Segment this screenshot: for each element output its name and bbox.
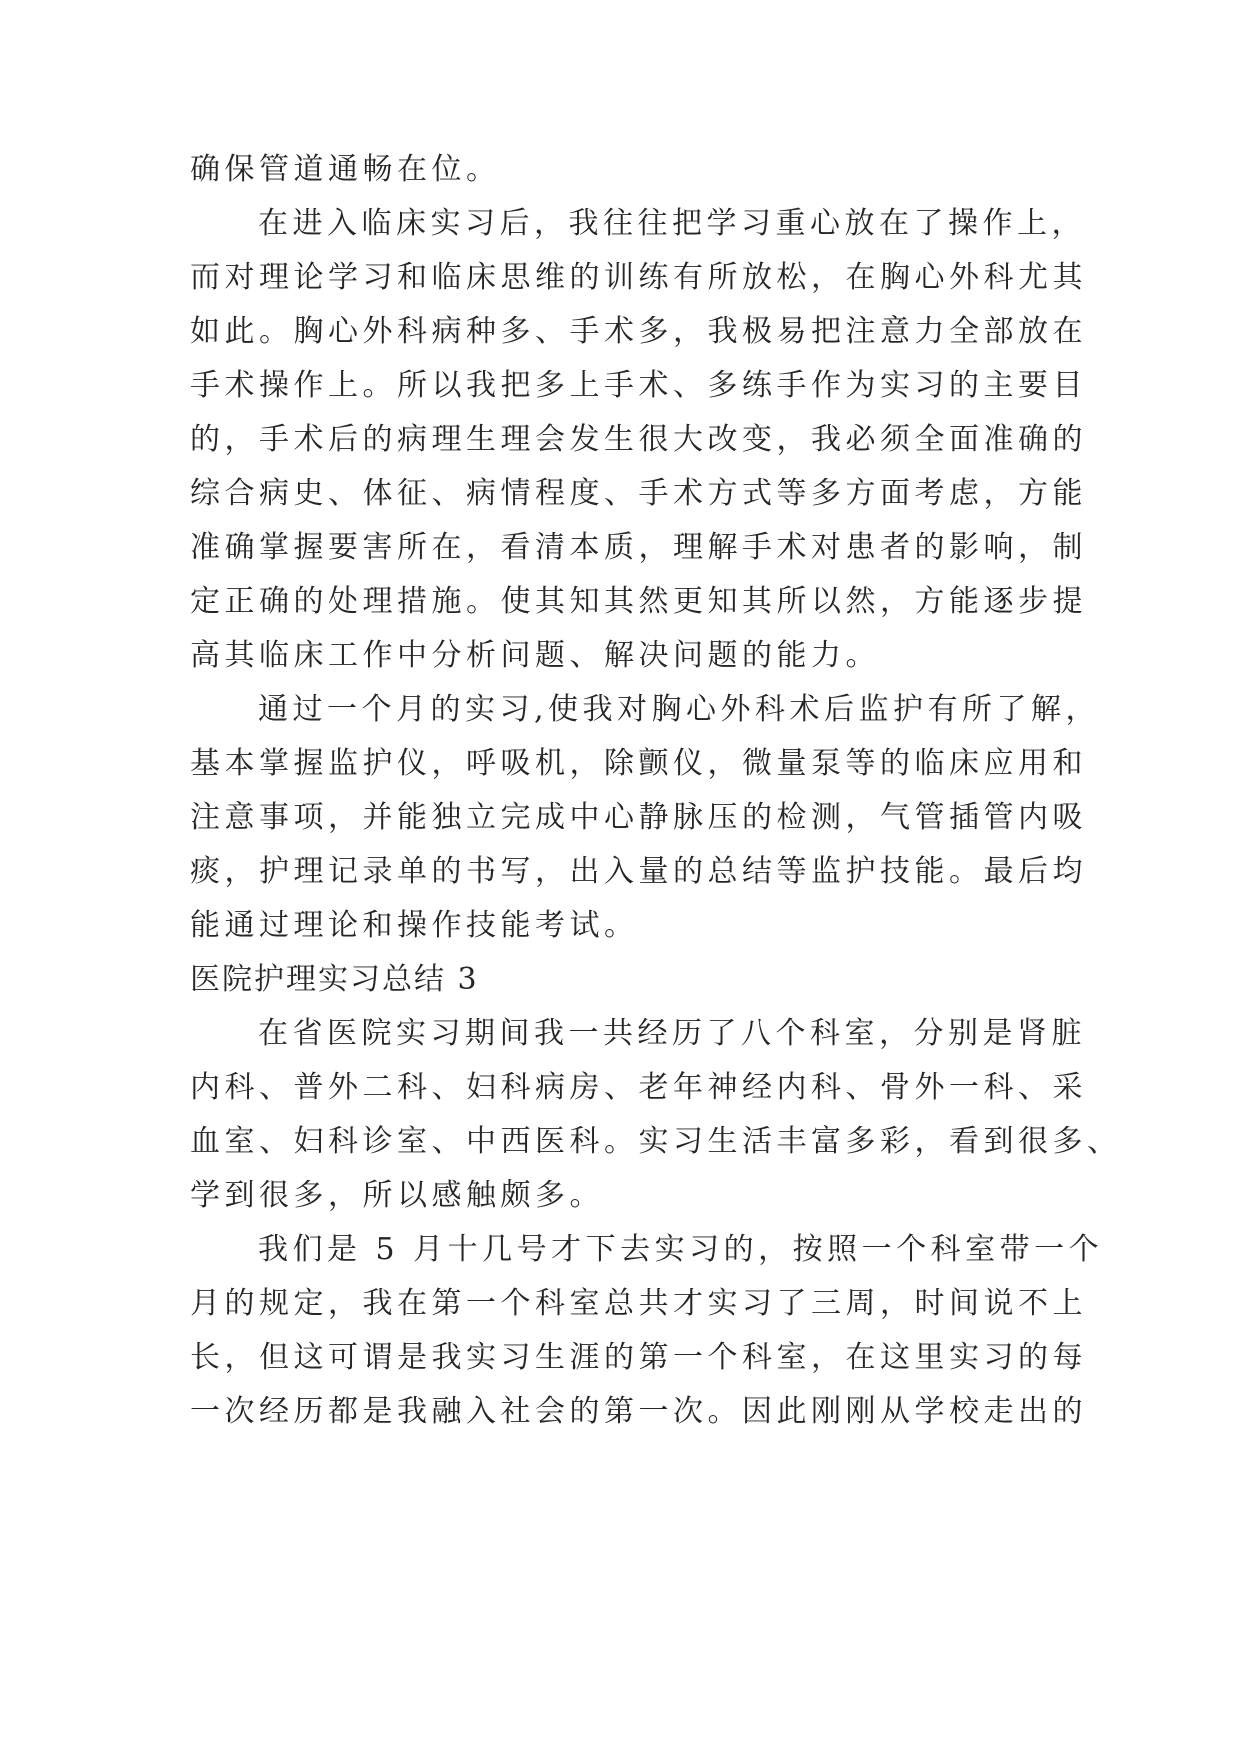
text-line: 注意事项，并能独立完成中心静脉压的检测，气管插管内吸	[190, 800, 1087, 835]
text-line: 高其临床工作中分析问题、解决问题的能力。	[190, 638, 880, 673]
text-line: 一次经历都是我融入社会的第一次。因此刚刚从学校走出的	[190, 1394, 1087, 1429]
text-line: 痰，护理记录单的书写，出入量的总结等监护技能。最后均	[190, 854, 1087, 889]
text-line: 确保管道通畅在位。	[190, 152, 501, 187]
text-line: 内科、普外二科、妇科病房、老年神经内科、骨外一科、采	[190, 1070, 1087, 1105]
section-heading: 医院护理实习总结 3	[190, 962, 479, 997]
text-line: 长，但这可谓是我实习生涯的第一个科室，在这里实习的每	[190, 1340, 1087, 1375]
text-line: 月的规定，我在第一个科室总共才实习了三周，时间说不上	[190, 1286, 1087, 1321]
text-line: 定正确的处理措施。使其知其然更知其所以然，方能逐步提	[190, 584, 1087, 619]
text-line: 如此。胸心外科病种多、手术多，我极易把注意力全部放在	[190, 314, 1087, 349]
paragraph-first-line: 在进入临床实习后，我往往把学习重心放在了操作上，	[258, 206, 1086, 241]
text-line: 基本掌握监护仪，呼吸机，除颤仪，微量泵等的临床应用和	[190, 746, 1087, 781]
text-line: 综合病史、体征、病情程度、手术方式等多方面考虑，方能	[190, 476, 1087, 511]
paragraph-first-line: 通过一个月的实习,使我对胸心外科术后监护有所了解，	[258, 692, 1101, 727]
text-line: 手术操作上。所以我把多上手术、多练手作为实习的主要目	[190, 368, 1087, 403]
paragraph-first-line: 我们是 5 月十几号才下去实习的，按照一个科室带一个	[258, 1232, 1104, 1267]
text-line: 血室、妇科诊室、中西医科。实习生活丰富多彩，看到很多、	[190, 1124, 1122, 1159]
text-line: 准确掌握要害所在，看清本质，理解手术对患者的影响，制	[190, 530, 1087, 565]
text-line: 的，手术后的病理生理会发生很大改变，我必须全面准确的	[190, 422, 1087, 457]
text-line: 而对理论学习和临床思维的训练有所放松，在胸心外科尤其	[190, 260, 1087, 295]
paragraph-first-line: 在省医院实习期间我一共经历了八个科室，分别是肾脏	[258, 1016, 1086, 1051]
text-line: 能通过理论和操作技能考试。	[190, 908, 639, 943]
text-line: 学到很多，所以感触颇多。	[190, 1178, 604, 1213]
